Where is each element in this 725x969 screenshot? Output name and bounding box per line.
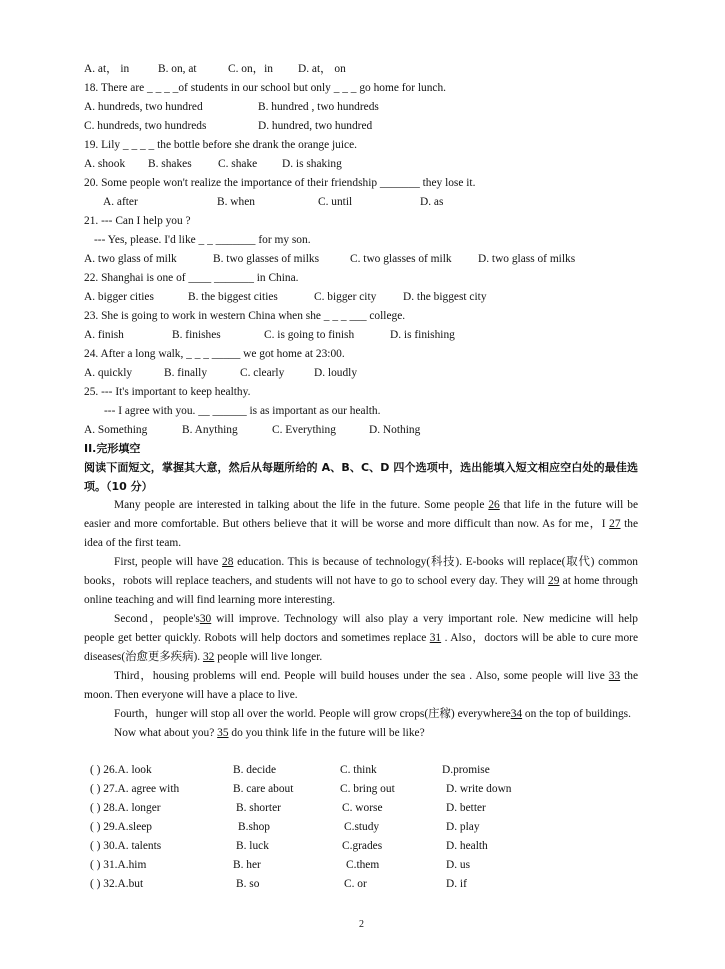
q20-option-c: C. until [318, 196, 353, 208]
blank-26: 26 [488, 499, 500, 511]
q25-option-c: C. Everything [272, 424, 336, 436]
blank-29: 29 [548, 575, 560, 587]
option-32-d: D. if [446, 878, 467, 890]
q18-option-d: D. hundred, two hundred [258, 120, 373, 132]
option-28-d: D. better [446, 802, 486, 814]
section-instruction: 阅读下面短文，掌握其大意，然后从每题所给的 A、B、C、D 四个选项中，选出能填入短文相应空白处的最佳选项。（10 分） [84, 461, 638, 493]
blank-35: 35 [217, 727, 229, 739]
q17-option-a: A. at， in [84, 63, 130, 75]
blank-31: 31 [429, 632, 442, 644]
q22-option-a: A. bigger cities [84, 291, 154, 303]
section-heading: II.完形填空 [84, 442, 141, 455]
option-row-29: ( ) 29.A.sleep [90, 821, 152, 833]
passage-paragraph-1: Many people are interested in talking about the life in the future. Some people 26 that life in the future will be easier and more comfortable. But others believe that it will be worse and more difficult than now. As for me，I 27 the idea of the first team. [84, 499, 639, 549]
option-row-30: ( ) 30.A. talents [90, 840, 162, 852]
option-28-c: C. worse [342, 802, 383, 814]
option-29-d: D. play [446, 821, 480, 833]
blank-34: 34 [510, 708, 523, 720]
blank-32: 32 [202, 651, 215, 663]
option-32-b: B. so [236, 878, 260, 890]
option-32-c: C. or [344, 878, 367, 890]
option-30-d: D. health [446, 840, 488, 852]
q25-dialog: --- I agree with you. __ ______ is as important as our health. [104, 405, 381, 417]
q20-option-b: B. when [217, 196, 255, 208]
q22-option-d: D. the biggest city [403, 291, 487, 303]
blank-33: 33 [608, 670, 621, 682]
option-27-b: B. care about [233, 783, 294, 795]
q21-option-b: B. two glasses of milks [213, 253, 319, 265]
q18-stem: 18. There are _ _ _ _of students in our school but only _ _ _ go home for lunch. [84, 82, 447, 94]
q21-option-a: A. two glass of milk [84, 253, 177, 265]
q19-option-d: D. is shaking [282, 158, 342, 170]
q25-option-d: D. Nothing [369, 424, 421, 436]
q19-option-c: C. shake [218, 158, 258, 170]
passage-paragraph-6: Now what about you? 35 do you think life in the future will be like? [114, 727, 425, 739]
option-29-c: C.study [344, 821, 380, 833]
q23-option-d: D. is finishing [390, 329, 455, 341]
q21-dialog: --- Yes, please. I'd like _ _ _______ for my son. [94, 234, 311, 246]
passage-paragraph-3: Second，people's30 will improve. Technology will also play a very important role. New medicine will help people get better quickly. Robots will help doctors and sometimes replace 31 . Also，doctors will be able to cure more diseases(治愈更多疾病). 32 people will live longer. [84, 613, 638, 663]
page-number: 2 [359, 919, 364, 930]
cloze-passage [84, 496, 638, 743]
option-26-c: C. think [340, 764, 377, 776]
q22-stem: 22. Shanghai is one of ____ _______ in China. [84, 272, 299, 284]
q18-option-a: A. hundreds, two hundred [84, 101, 203, 113]
passage-paragraph-2: First, people will have 28 education. This is because of technology(科技). E-books will replace(取代) common books，robots will replace teachers, and students will not have to go to school every day. They will 29 at home through online teaching and will find learning more interesting. [84, 556, 638, 606]
q21-option-c: C. two glasses of milk [350, 253, 452, 265]
q19-option-a: A. shook [84, 158, 126, 170]
q24-option-a: A. quickly [84, 367, 133, 379]
q24-option-d: D. loudly [314, 367, 358, 379]
option-row-32: ( ) 32.A.but [90, 878, 144, 890]
q22-option-b: B. the biggest cities [188, 291, 278, 303]
q18-option-b: B. hundred , two hundreds [258, 101, 379, 113]
option-31-d: D. us [446, 859, 471, 871]
q17-option-c: C. on，in [228, 63, 273, 75]
option-row-28: ( ) 28.A. longer [90, 802, 161, 814]
option-row-31: ( ) 31.A.him [90, 859, 147, 871]
q17-option-b: B. on, at [158, 63, 197, 75]
option-row-27: ( ) 27.A. agree with [90, 783, 180, 795]
q22-option-c: C. bigger city [314, 291, 377, 303]
option-row-26: ( ) 26.A. look [90, 764, 152, 776]
q25-option-a: A. Something [84, 424, 148, 436]
passage-paragraph-4: Third，housing problems will end. People will build houses under the sea . Also, some people will live 33 the moon. Then everyone will have a place to live. [84, 670, 639, 701]
q23-option-a: A. finish [84, 329, 124, 341]
q19-option-b: B. shakes [148, 158, 192, 170]
q21-option-d: D. two glass of milks [478, 253, 576, 265]
blank-27: 27 [609, 518, 621, 530]
option-26-b: B. decide [233, 764, 277, 776]
option-31-b: B. her [233, 859, 261, 871]
option-28-b: B. shorter [236, 802, 281, 814]
q23-option-c: C. is going to finish [264, 329, 355, 341]
q18-option-c: C. hundreds, two hundreds [84, 120, 207, 132]
q25-option-b: B. Anything [182, 424, 238, 436]
q20-stem: 20. Some people won't realize the importance of their friendship _______ they lose it. [84, 177, 476, 189]
q20-option-a: A. after [103, 196, 138, 208]
q24-option-b: B. finally [164, 367, 208, 379]
q19-stem: 19. Lily _ _ _ _ the bottle before she drank the orange juice. [84, 139, 357, 151]
option-26-d: D.promise [442, 764, 490, 776]
option-30-c: C.grades [342, 840, 383, 852]
q20-option-d: D. as [420, 196, 444, 208]
option-27-d: D. write down [446, 783, 512, 795]
option-29-b: B.shop [238, 821, 270, 833]
q24-option-c: C. clearly [240, 367, 285, 379]
option-30-b: B. luck [236, 840, 269, 852]
q23-option-b: B. finishes [172, 329, 221, 341]
option-27-c: C. bring out [340, 783, 395, 795]
passage-paragraph-5: Fourth，hunger will stop all over the world. People will grow crops(庄稼) everywhere34 on the top of buildings. [114, 708, 631, 720]
blank-28: 28 [222, 556, 234, 568]
q24-stem: 24. After a long walk, _ _ _ _____ we got home at 23:00. [84, 348, 345, 360]
q21-stem: 21. --- Can I help you ? [84, 215, 191, 227]
option-31-c: C.them [346, 859, 380, 871]
blank-30: 30 [199, 613, 212, 625]
q23-stem: 23. She is going to work in western China when she _ _ _ ___ college. [84, 310, 406, 322]
q17-option-d: D. at， on [298, 63, 346, 75]
q25-stem: 25. --- It's important to keep healthy. [84, 386, 251, 398]
